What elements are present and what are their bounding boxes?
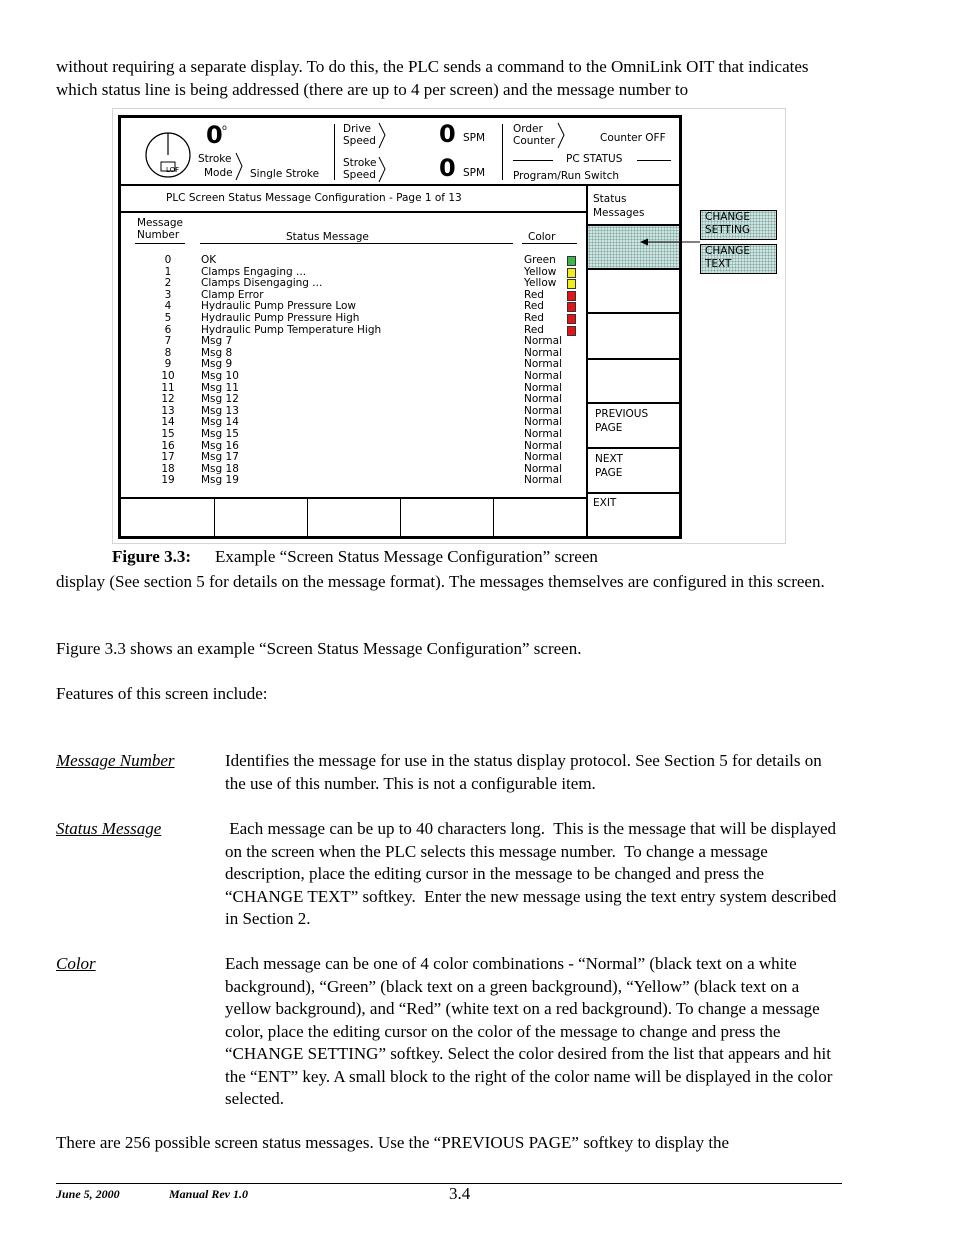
message-number: 17 xyxy=(161,451,175,464)
features-paragraph: Features of this screen include: xyxy=(56,684,268,703)
order-counter-label: Order Counter xyxy=(513,123,555,147)
message-number: 18 xyxy=(161,462,175,475)
status-message-text[interactable]: Msg 11 xyxy=(201,381,239,394)
message-number: 0 xyxy=(164,254,172,266)
message-number: 11 xyxy=(161,381,175,394)
pc-status-line-left xyxy=(513,160,553,161)
softkey-2[interactable] xyxy=(588,270,679,312)
message-number: 9 xyxy=(164,358,172,371)
status-message-text[interactable]: Clamps Engaging ... xyxy=(201,265,307,278)
oit-screen xyxy=(118,115,682,539)
status-message-text[interactable]: Msg 17 xyxy=(201,451,239,464)
status-message-text[interactable]: Msg 8 xyxy=(201,346,233,359)
color-swatch xyxy=(567,326,576,336)
message-number: 12 xyxy=(161,393,175,406)
color-swatch xyxy=(567,256,576,266)
status-message-text[interactable]: Hydraulic Pump Pressure High xyxy=(201,312,360,324)
color-setting[interactable]: Normal xyxy=(524,474,562,487)
status-message-text[interactable]: Clamps Disengaging ... xyxy=(201,277,323,290)
message-row[interactable] xyxy=(121,359,581,371)
status-message-text[interactable]: Msg 10 xyxy=(201,370,239,382)
function-bar-top xyxy=(121,497,587,499)
message-number: 14 xyxy=(161,416,175,429)
degree-symbol: o xyxy=(222,123,227,132)
title-bottom-border xyxy=(121,211,587,213)
softkey-divider-4 xyxy=(586,402,679,404)
change-text-softkey[interactable]: CHANGE TEXT xyxy=(700,244,777,274)
color-setting[interactable]: Normal xyxy=(524,439,562,452)
message-row[interactable] xyxy=(121,313,581,325)
color-setting[interactable]: Red xyxy=(524,300,544,313)
color-setting[interactable]: Yellow xyxy=(524,265,557,278)
callout-arrow-icon xyxy=(640,236,702,248)
status-message-text[interactable]: Msg 13 xyxy=(201,404,239,417)
header-bottom-border xyxy=(121,184,679,186)
color-setting[interactable]: Normal xyxy=(524,370,562,382)
status-message-text[interactable]: OK xyxy=(201,254,217,266)
figure-caption-label: Figure 3.3: xyxy=(112,547,192,566)
stroke-label: Stroke xyxy=(198,153,232,165)
status-messages-label: Status Messages xyxy=(593,193,645,219)
status-message-text[interactable]: Msg 19 xyxy=(201,474,239,487)
status-message-text[interactable]: Msg 12 xyxy=(201,393,239,406)
stroke-mode-bracket xyxy=(235,152,245,182)
message-number: 16 xyxy=(161,439,175,452)
after-caption-paragraph: display (See section 5 for details on the message format). The messages themselves are configured in this screen. xyxy=(56,572,825,591)
message-number: 2 xyxy=(164,277,172,290)
message-row[interactable] xyxy=(121,417,581,429)
color-setting[interactable]: Normal xyxy=(524,393,562,406)
stroke-spm-unit: SPM xyxy=(463,167,486,179)
message-number: 3 xyxy=(164,288,172,301)
mode-label: Mode xyxy=(204,167,233,179)
message-row[interactable] xyxy=(121,441,581,453)
message-row[interactable] xyxy=(121,278,581,290)
message-row[interactable] xyxy=(121,452,581,464)
color-setting[interactable]: Normal xyxy=(524,358,562,371)
footer-revision: Manual Rev 1.0 xyxy=(169,1187,249,1201)
function-bar-divider-4 xyxy=(493,498,494,536)
color-setting[interactable]: Normal xyxy=(524,346,562,359)
previous-page-softkey[interactable]: PREVIOUS PAGE xyxy=(595,408,649,434)
next-page-softkey[interactable]: NEXT PAGE xyxy=(595,453,623,479)
function-bar-divider-1 xyxy=(214,498,215,536)
status-message-text[interactable]: Hydraulic Pump Pressure Low xyxy=(201,300,357,313)
status-message-text[interactable]: Msg 15 xyxy=(201,428,239,440)
softkey-4[interactable] xyxy=(588,360,679,402)
color-setting[interactable]: Normal xyxy=(524,404,562,417)
drive-spm-value: 0 xyxy=(439,120,456,148)
status-message-text[interactable]: Msg 16 xyxy=(201,439,239,452)
figure-caption xyxy=(112,547,598,567)
change-setting-softkey[interactable]: CHANGE SETTING xyxy=(700,210,777,240)
definition-message-number: Identifies the message for use in the status display protocol. See Section 5 for details on the use of this number. This is not a configurable item. xyxy=(225,751,822,793)
message-number: 4 xyxy=(164,300,172,313)
color-setting[interactable]: Normal xyxy=(524,451,562,464)
figure-reference-paragraph: Figure 3.3 shows an example “Screen Status Message Configuration” screen. xyxy=(56,639,582,658)
message-number: 15 xyxy=(161,428,175,440)
color-swatch xyxy=(567,279,576,289)
mode-value: Single Stroke xyxy=(250,168,320,180)
closing-paragraph: There are 256 possible screen status messages. Use the “PREVIOUS PAGE” softkey to display the xyxy=(56,1133,730,1152)
degree-value: 0 xyxy=(206,121,223,149)
message-number: 13 xyxy=(161,404,175,417)
figure-caption-text: Example “Screen Status Message Configuration” screen xyxy=(215,547,598,566)
function-bar-divider-2 xyxy=(307,498,308,536)
term-status-message: Status Message xyxy=(56,819,162,838)
message-list xyxy=(121,255,587,490)
color-setting[interactable]: Red xyxy=(524,323,544,336)
color-swatch xyxy=(567,291,576,301)
stroke-speed-label: Stroke Speed xyxy=(343,157,377,181)
status-message-text[interactable]: Msg 14 xyxy=(201,416,239,429)
message-number-header: Message Number xyxy=(137,217,184,241)
softkey-divider-6 xyxy=(586,492,679,494)
softkey-divider-5 xyxy=(586,447,679,449)
message-row[interactable] xyxy=(121,255,581,267)
status-message-text[interactable]: Msg 18 xyxy=(201,462,239,475)
message-number: 19 xyxy=(161,474,175,487)
stroke-speed-bracket xyxy=(378,156,388,184)
order-counter-bracket xyxy=(557,122,567,150)
message-row[interactable] xyxy=(121,383,581,395)
message-row[interactable] xyxy=(121,267,581,279)
drive-spm-unit: SPM xyxy=(463,132,486,144)
function-bar-divider-3 xyxy=(400,498,401,536)
exit-softkey[interactable]: EXIT xyxy=(593,497,617,509)
color-setting[interactable]: Green xyxy=(524,254,556,266)
message-number: 8 xyxy=(164,346,172,359)
softkey-3[interactable] xyxy=(588,314,679,356)
drive-speed-bracket xyxy=(378,122,388,150)
status-message-text[interactable]: Clamp Error xyxy=(201,288,264,301)
color-setting[interactable]: Red xyxy=(524,288,544,301)
pc-status-label: PC STATUS xyxy=(566,153,623,165)
counter-status: Counter OFF xyxy=(600,132,666,144)
message-row[interactable] xyxy=(121,475,581,487)
status-message-text[interactable]: Hydraulic Pump Temperature High xyxy=(201,323,382,336)
message-row[interactable] xyxy=(121,394,581,406)
color-setting[interactable]: Yellow xyxy=(524,277,557,290)
pc-status-line-right xyxy=(637,160,671,161)
message-number: 5 xyxy=(164,312,172,324)
color-setting[interactable]: Normal xyxy=(524,462,562,475)
message-row[interactable] xyxy=(121,464,581,476)
page-title: PLC Screen Status Message Configuration - Page 1 of 13 xyxy=(166,192,462,204)
color-setting[interactable]: Normal xyxy=(524,416,562,429)
gauge-label: LOF xyxy=(166,166,180,174)
message-number-underline xyxy=(135,243,185,244)
color-setting[interactable]: Normal xyxy=(524,428,562,440)
term-message-number: Message Number xyxy=(56,751,175,770)
status-message-text[interactable]: Msg 9 xyxy=(201,358,233,371)
message-row[interactable] xyxy=(121,429,581,441)
intro-paragraph: without requiring a separate display. To do this, the PLC sends a command to the OmniLink OIT that indicates which status line is being addressed (there are up to 4 per screen) and the message number to xyxy=(56,57,809,99)
page-number: 3.4 xyxy=(449,1184,471,1203)
color-underline xyxy=(522,243,577,244)
message-row[interactable] xyxy=(121,325,581,337)
status-message-text[interactable]: Msg 7 xyxy=(201,335,233,348)
color-setting[interactable]: Normal xyxy=(524,335,562,348)
footer-date: June 5, 2000 xyxy=(56,1187,120,1201)
color-setting[interactable]: Normal xyxy=(524,381,562,394)
definition-color: Each message can be one of 4 color combinations - “Normal” (black text on a white background), “Green” (black text on a green background), “Yellow” (black text on a yellow background), and “Red” (white text on a red background). To change a message color, place the editing cursor on the color of the message to change and press the “CHANGE SETTING” softkey. Select the color desired from the list that appears and hit the “ENT” key. A small block to the right of the color name will be displayed in the color selected. xyxy=(225,954,833,1108)
stroke-spm-value: 0 xyxy=(439,154,456,182)
message-row[interactable] xyxy=(121,371,581,383)
message-row[interactable] xyxy=(121,406,581,418)
color-swatch xyxy=(567,302,576,312)
color-swatch xyxy=(567,268,576,278)
header-divider-2 xyxy=(502,124,503,180)
term-color: Color xyxy=(56,954,96,973)
message-number: 10 xyxy=(161,370,175,382)
message-number: 1 xyxy=(164,265,172,278)
color-swatch xyxy=(567,314,576,324)
message-row[interactable] xyxy=(121,336,581,348)
definition-status-message: Each message can be up to 40 characters long. This is the message that will be displayed on the screen when the PLC selects this message number. To change a message description, place the editing cursor in the message to be changed and press the “CHANGE TEXT” softkey. Enter the new message using the text entry system described in Section 2. xyxy=(225,819,841,928)
message-number: 7 xyxy=(164,335,172,348)
status-message-underline xyxy=(200,243,513,244)
header-divider-1 xyxy=(334,124,335,180)
message-row[interactable] xyxy=(121,348,581,360)
color-setting[interactable]: Red xyxy=(524,312,544,324)
message-number: 6 xyxy=(164,323,172,336)
drive-speed-label: Drive Speed xyxy=(343,123,376,147)
status-message-header: Status Message xyxy=(286,231,369,243)
color-header: Color xyxy=(528,231,556,243)
program-run-label: Program/Run Switch xyxy=(513,170,620,182)
